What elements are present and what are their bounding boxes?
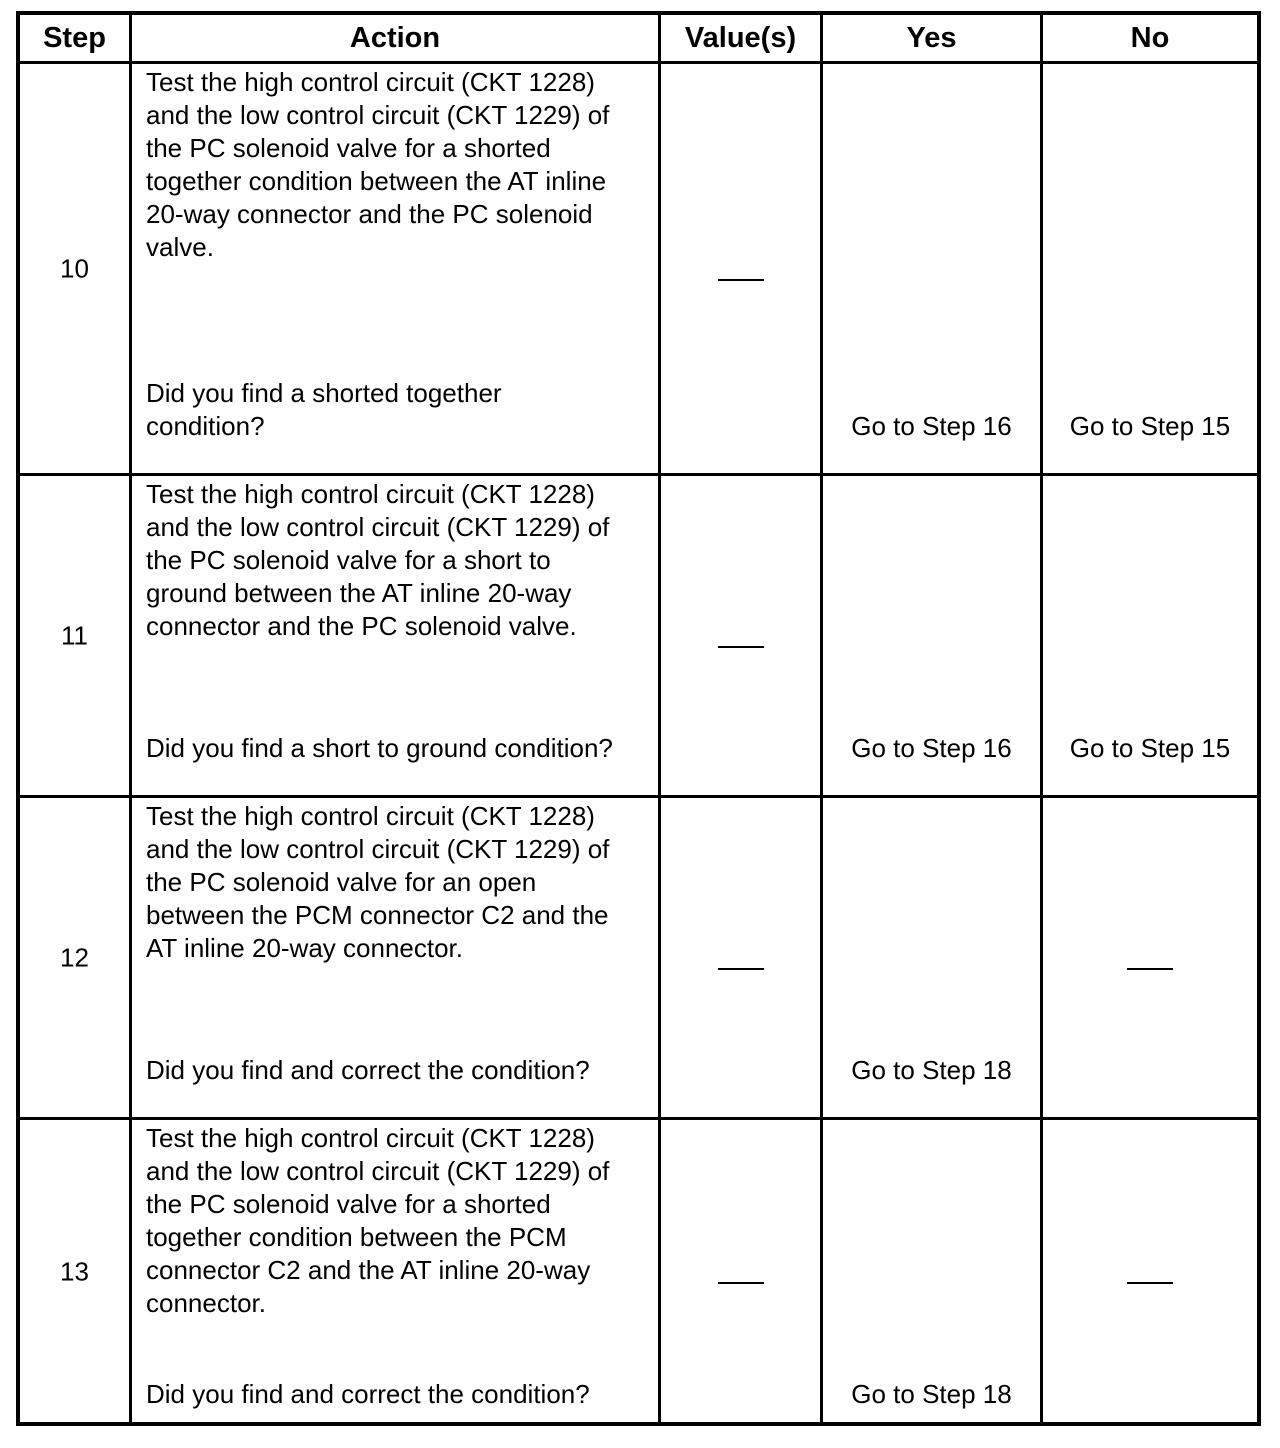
no-cell — [1043, 64, 1257, 473]
diagnostic-table — [16, 11, 1261, 1426]
action-text: Test the high control circuit (CKT 1228) and the low control circuit (CKT 1229) of the PC solenoid valve for a short to ground between the AT inline 20-way connector and the PC solenoid valve. — [146, 479, 610, 641]
step-number: 12 — [60, 942, 89, 972]
value-cell — [661, 1120, 823, 1423]
no-dash — [1127, 1282, 1173, 1284]
action-question: Did you find and correct the condition? — [146, 1055, 590, 1085]
yes-cell — [823, 476, 1043, 795]
action-cell — [132, 476, 661, 795]
header-row — [20, 15, 1257, 64]
step-cell — [20, 1120, 132, 1423]
action-cell — [132, 798, 661, 1117]
no-goto: Go to Step 15 — [1069, 733, 1231, 763]
no-dash — [1127, 968, 1173, 970]
step-number: 13 — [60, 1256, 89, 1286]
value-cell — [661, 798, 823, 1117]
action-question: Did you find and correct the condition? — [146, 1379, 590, 1409]
action-question: Did you find a short to ground condition? — [146, 733, 613, 763]
value-dash — [718, 279, 764, 281]
header-action: Action — [132, 15, 661, 61]
header-yes: Yes — [823, 15, 1043, 61]
value-cell — [661, 476, 823, 795]
step-number: 10 — [60, 253, 89, 283]
yes-goto: Go to Step 16 — [851, 411, 1012, 441]
value-dash — [718, 646, 764, 648]
yes-cell — [823, 64, 1043, 473]
value-cell — [661, 64, 823, 473]
step-number: 11 — [61, 620, 88, 650]
no-cell — [1043, 1120, 1257, 1423]
action-text: Test the high control circuit (CKT 1228) and the low control circuit (CKT 1229) of the PC solenoid valve for a shorted together condition between the AT inline 20-way connector and the PC solenoid valve. — [146, 67, 610, 262]
step-cell — [20, 476, 132, 795]
yes-cell — [823, 1120, 1043, 1423]
header-no: No — [1130, 21, 1170, 54]
table-row — [20, 64, 1257, 476]
no-cell — [1043, 476, 1257, 795]
no-cell — [1043, 798, 1257, 1117]
yes-goto: Go to Step 18 — [851, 1379, 1012, 1409]
value-dash — [718, 968, 764, 970]
action-cell — [132, 64, 661, 473]
table-row — [20, 1120, 1257, 1423]
header-step: Step — [20, 15, 132, 61]
action-cell — [132, 1120, 661, 1423]
table-row — [20, 798, 1257, 1120]
yes-cell — [823, 798, 1043, 1117]
action-text: Test the high control circuit (CKT 1228) and the low control circuit (CKT 1229) of the PC solenoid valve for an open between the PCM connector C2 and the AT inline 20-way connector. — [146, 801, 610, 963]
action-text: Test the high control circuit (CKT 1228) and the low control circuit (CKT 1229) of the PC solenoid valve for a shorted together condition between the PCM connector C2 and the AT inline 20-way connector. — [146, 1123, 610, 1318]
step-cell — [20, 798, 132, 1117]
action-question: Did you find a shorted together condition? — [146, 378, 502, 441]
step-cell — [20, 64, 132, 473]
no-goto: Go to Step 15 — [1069, 411, 1231, 441]
value-dash — [718, 1282, 764, 1284]
yes-goto: Go to Step 16 — [851, 733, 1012, 763]
header-values: Value(s) — [661, 15, 823, 61]
table-row — [20, 476, 1257, 798]
yes-goto: Go to Step 18 — [851, 1055, 1012, 1085]
